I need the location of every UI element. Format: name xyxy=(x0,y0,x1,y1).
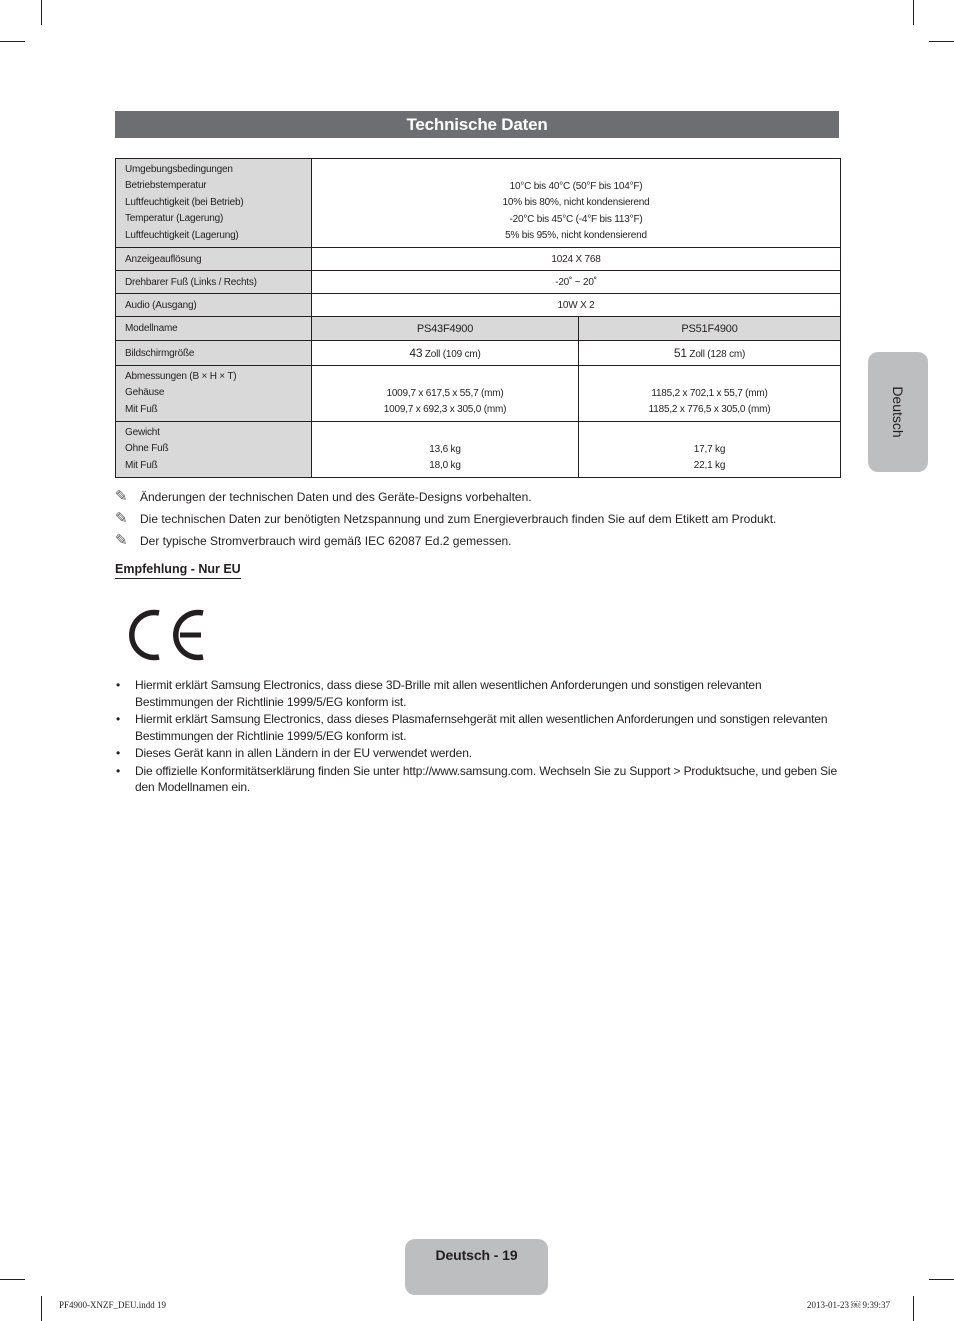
dimensions-model-1 xyxy=(312,366,579,422)
crop-mark xyxy=(0,41,25,42)
list-item: • Die offizielle Konformitätserklärung finden Sie unter http://www.samsung.com. Wechseln Sie zu Support > Produktsuche, und geben Sie den Modellnamen ein. xyxy=(115,763,840,796)
spec-value-line: 10°C bis 40°C (50°F bis 104°F) xyxy=(509,180,643,192)
spec-label-line: Luftfeuchtigkeit (bei Betrieb) xyxy=(125,196,244,208)
spec-label-environment xyxy=(116,159,312,248)
table-row xyxy=(116,366,841,422)
page-number: Deutsch - 19 xyxy=(435,1247,518,1263)
note-item xyxy=(115,530,840,552)
spec-table xyxy=(115,158,841,478)
spec-label-audio: Audio (Ausgang) xyxy=(116,294,312,317)
pencil-note-icon: ✎ xyxy=(115,510,128,527)
spec-label-model-name: Modellname xyxy=(116,317,312,341)
weight-model-1 xyxy=(312,422,579,478)
spec-label-line: Abmessungen (B × H × T) xyxy=(125,370,237,382)
crop-mark xyxy=(913,0,914,25)
model-name-1: PS43F4900 xyxy=(312,317,579,341)
list-item: • Hiermit erklärt Samsung Electronics, dass dieses Plasmafernsehgerät mit allen wesentlichen Anforderungen und sonstigen relevanten Bestimmungen der Richtlinie 1999/5/EG konform ist. xyxy=(115,711,840,744)
list-item: • Hiermit erklärt Samsung Electronics, dass diese 3D-Brille mit allen wesentlichen Anforderungen und sonstigen relevanten Bestimmungen der Richtlinie 1999/5/EG konform ist. xyxy=(115,677,840,710)
screen-size-number: 51 xyxy=(673,346,687,360)
table-row xyxy=(116,422,841,478)
note-item xyxy=(115,486,840,508)
spec-value-line: 1009,7 x 692,3 x 305,0 (mm) xyxy=(383,404,507,415)
pencil-note-icon: ✎ xyxy=(115,488,128,505)
table-row xyxy=(116,294,841,317)
screen-size-unit: Zoll (109 cm) xyxy=(424,349,481,360)
spec-label-stand-swivel: Drehbarer Fuß (Links / Rechts) xyxy=(116,271,312,294)
note-text: Der typische Stromverbrauch wird gemäß IEC 62087 Ed.2 gemessen. xyxy=(140,534,512,548)
screen-size-2 xyxy=(579,341,841,366)
footer-timestamp: 2013-01-23 ￼ 9:39:37 xyxy=(807,1300,890,1310)
screen-size-1 xyxy=(312,341,579,366)
crop-mark xyxy=(929,41,954,42)
spec-label-line: Luftfeuchtigkeit (Lagerung) xyxy=(125,229,239,241)
screen-size-unit: Zoll (128 cm) xyxy=(689,349,746,360)
spec-value-line: -20°C bis 45°C (-4°F bis 113°F) xyxy=(509,213,643,225)
table-row xyxy=(116,248,841,271)
table-row xyxy=(116,317,841,341)
table-row xyxy=(116,271,841,294)
spec-value-line: 18,0 kg xyxy=(429,460,461,471)
footer-file-name: PF4900-XNZF_DEU.indd 19 xyxy=(59,1300,167,1310)
spec-label-line: Mit Fuß xyxy=(125,403,158,415)
note-text: Änderungen der technischen Daten und des Geräte-Designs vorbehalten. xyxy=(140,490,532,504)
spec-value-environment xyxy=(312,159,841,248)
list-item: • Dieses Gerät kann in allen Ländern in der EU verwendet werden. xyxy=(115,745,840,762)
spec-value-line: 1185,2 x 702,1 x 55,7 (mm) xyxy=(651,387,768,399)
spec-value-line: 22,1 kg xyxy=(693,460,726,471)
note-text: Die technischen Daten zur benötigten Netzspannung und zum Energieverbrauch finden Sie auf dem Etikett am Produkt. xyxy=(140,512,777,526)
spec-value-line: 17,7 kg xyxy=(693,443,726,455)
ce-mark-icon xyxy=(128,607,208,662)
spec-label-line: Ohne Fuß xyxy=(125,443,169,455)
weight-model-2 xyxy=(579,422,841,478)
spec-label-line: Betriebstemperatur xyxy=(125,180,207,192)
note-item xyxy=(115,508,840,530)
spec-label-line: Gehäuse xyxy=(125,387,165,399)
spec-label-line: Temperatur (Lagerung) xyxy=(125,213,224,225)
spec-label-dimensions xyxy=(116,366,312,422)
spec-value-resolution: 1024 X 768 xyxy=(312,248,841,271)
screen-size-number: 43 xyxy=(409,346,423,360)
spec-value-stand-swivel: -20˚ ~ 20˚ xyxy=(312,271,841,294)
section-title: Technische Daten xyxy=(115,111,839,138)
spec-label-screen-size: Bildschirmgröße xyxy=(116,341,312,366)
table-row xyxy=(116,341,841,366)
language-side-tab xyxy=(868,352,928,472)
recommendation-heading: Empfehlung - Nur EU xyxy=(115,562,241,579)
spec-value-audio: 10W X 2 xyxy=(312,294,841,317)
model-name-2: PS51F4900 xyxy=(579,317,841,341)
spec-value-line: 1009,7 x 617,5 x 55,7 (mm) xyxy=(386,387,504,399)
dimensions-model-2 xyxy=(579,366,841,422)
crop-mark xyxy=(0,1279,25,1280)
crop-mark xyxy=(929,1279,954,1280)
language-label: Deutsch xyxy=(890,386,906,438)
table-row xyxy=(116,159,841,248)
pencil-note-icon: ✎ xyxy=(115,532,128,549)
crop-mark xyxy=(41,1296,42,1321)
spec-value-line: 13,6 kg xyxy=(429,443,461,455)
spec-label-line: Mit Fuß xyxy=(125,459,158,471)
spec-label-line: Gewicht xyxy=(125,426,160,438)
spec-value-line: 10% bis 80%, nicht kondensierend xyxy=(502,197,650,208)
spec-label-line: Umgebungsbedingungen xyxy=(125,163,233,175)
crop-mark xyxy=(913,1296,914,1321)
notes-list xyxy=(115,486,840,552)
spec-value-line: 5% bis 95%, nicht kondensierend xyxy=(505,230,647,241)
page-number-tab xyxy=(405,1239,548,1295)
spec-label-resolution: Anzeigeauflösung xyxy=(116,248,312,271)
declaration-list xyxy=(115,677,840,797)
spec-value-line: 1185,2 x 776,5 x 305,0 (mm) xyxy=(648,404,771,415)
crop-mark xyxy=(41,0,42,25)
spec-label-weight xyxy=(116,422,312,478)
